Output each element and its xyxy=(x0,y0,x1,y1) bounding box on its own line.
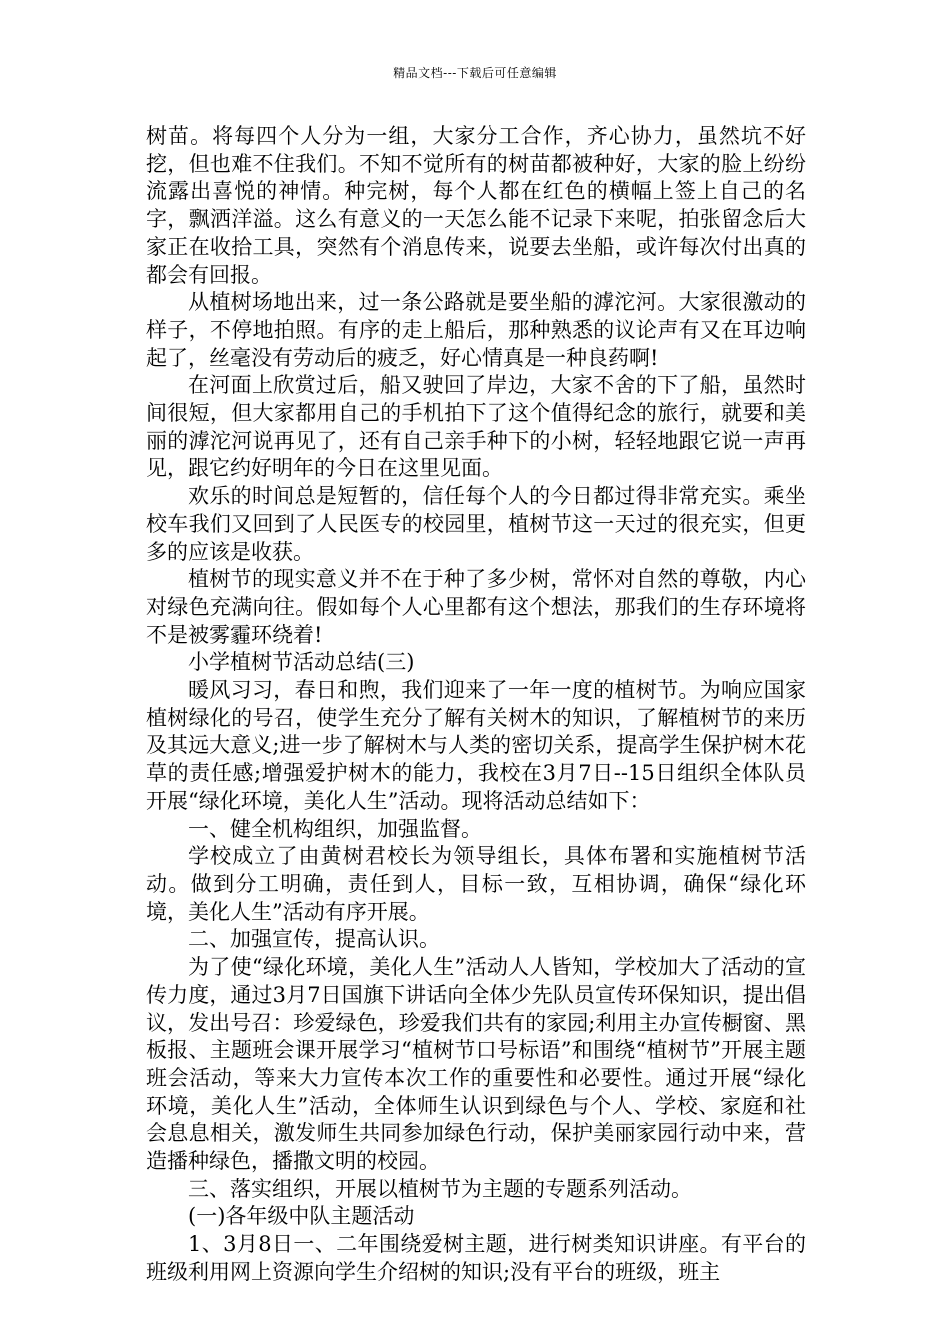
section-title: 小学植树节活动总结(三) xyxy=(188,650,415,675)
section-heading: 三、落实组织，开展以植树节为主题的专题系列活动。 xyxy=(188,1176,692,1201)
subsection-heading: (一)各年级中队主题活动 xyxy=(188,1204,415,1229)
paragraph: 学校成立了由黄树君校长为领导组长，具体布署和实施植树节活动。做到分工明确，责任到人，目标一致，互相协调，确保“绿化环境，美化人生”活动有序开展。 xyxy=(146,844,806,924)
page-header: 精品文档---下载后可任意编辑 xyxy=(393,66,557,80)
paragraph: 暖风习习，春日和煦，我们迎来了一年一度的植树节。为响应国家植树绿化的号召，使学生充分了解有关树木的知识，了解植树节的来历及其远大意义;进一步了解树木与人类的密切关系，提高学生保护树木花草的责任感;增强爱护树木的能力，我校在3月7日--15日组织全体队员开展“绿化环境，美化人生”活动。现将活动总结如下： xyxy=(146,678,806,813)
paragraph: 从植树场地出来，过一条公路就是要坐船的滹沱河。大家很激动的样子，不停地拍照。有序的走上船后，那种熟悉的议论声有又在耳边响起了，丝毫没有劳动后的疲乏，好心情真是一种良药啊! xyxy=(146,290,806,370)
paragraph: 1、3月8日一、二年围绕爱树主题，进行树类知识讲座。有平台的班级利用网上资源向学生介绍树的知识;没有平台的班级，班主 xyxy=(146,1232,806,1284)
paragraph: 树苗。将每四个人分为一组，大家分工合作，齐心协力，虽然坑不好挖，但也难不住我们。不知不觉所有的树苗都被种好，大家的脸上纷纷流露出喜悦的神情。种完树，每个人都在红色的横幅上签上自己的名字，飘洒洋溢。这么有意义的一天怎么能不记录下来呢，拍张留念后大家正在收拾工具，突然有个消息传来，说要去坐船，或许每次付出真的都会有回报。 xyxy=(146,124,806,287)
paragraph: 植树节的现实意义并不在于种了多少树，常怀对自然的尊敬，内心对绿色充满向往。假如每个人心里都有这个想法，那我们的生存环境将不是被雾霾环绕着! xyxy=(146,567,806,647)
paragraph: 欢乐的时间总是短暂的，信任每个人的今日都过得非常充实。乘坐校车我们又回到了人民医专的校园里，植树节这一天过的很充实，但更多的应该是收获。 xyxy=(146,484,806,564)
document-body xyxy=(146,123,806,1287)
paragraph: 在河面上欣赏过后，船又驶回了岸边，大家不舍的下了船，虽然时间很短，但大家都用自己的手机拍下了这个值得纪念的旅行，就要和美丽的滹沱河说再见了，还有自己亲手种下的小树，轻轻地跟它说一声再见，跟它约好明年的今日在这里见面。 xyxy=(146,373,806,481)
section-heading: 一、健全机构组织，加强监督。 xyxy=(188,816,482,841)
section-heading: 二、加强宣传，提高认识。 xyxy=(188,927,440,952)
paragraph: 为了使“绿化环境，美化人生”活动人人皆知，学校加大了活动的宣传力度，通过3月7日国旗下讲话向全体少先队员宣传环保知识，提出倡议，发出号召：珍爱绿色，珍爱我们共有的家园;利用主办宣传橱窗、黑板报、主题班会课开展学习“植树节口号标语”和围绕“植树节”开展主题班会活动，等来大力宣传本次工作的重要性和必要性。通过开展“绿化环境，美化人生”活动，全体师生认识到绿色与个人、学校、家庭和社会息息相关，激发师生共同参加绿色行动，保护美丽家园行动中来，营造播种绿色，播撒文明的校园。 xyxy=(146,955,806,1174)
